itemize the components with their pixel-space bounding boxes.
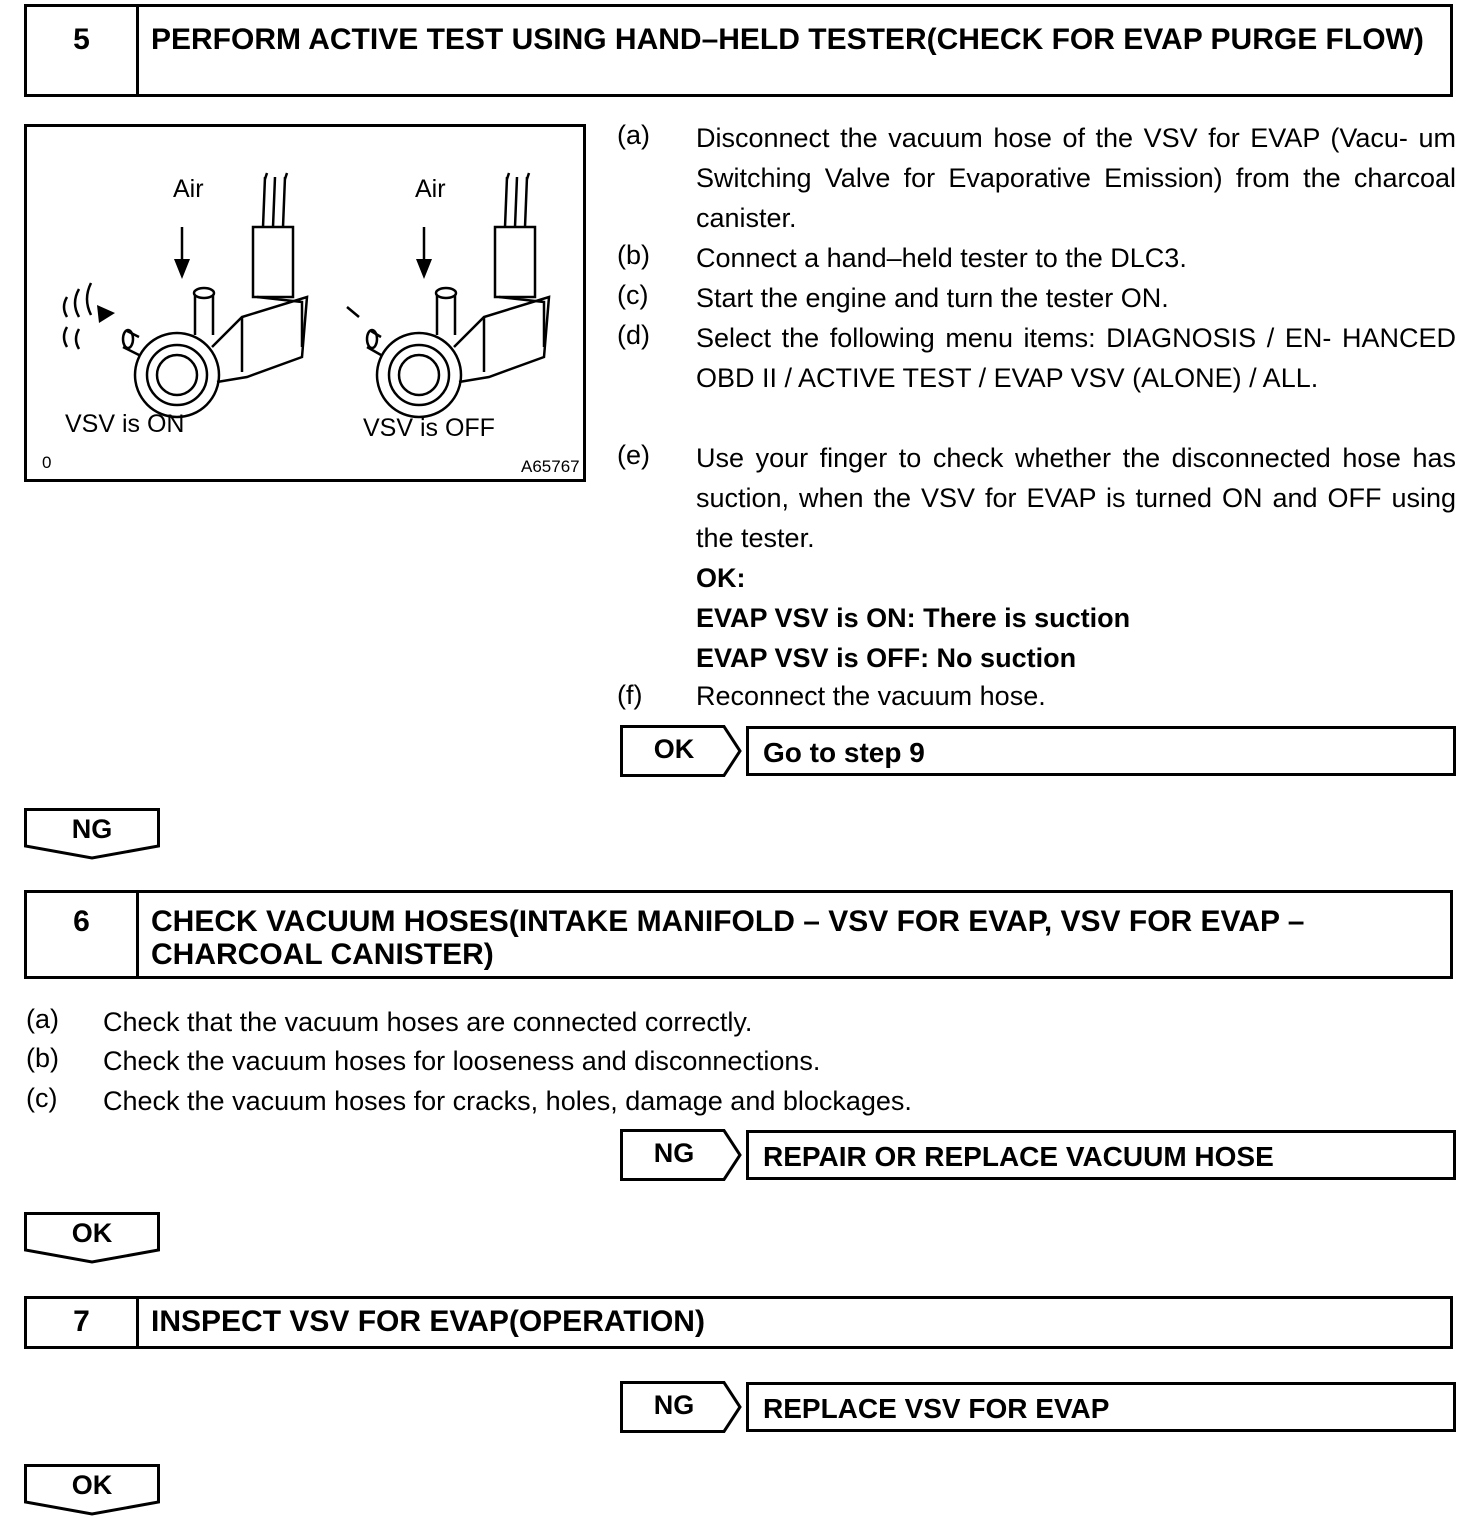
item-text: Disconnect the vacuum hose of the VSV for EVAP (Vacu- um Switching Valve for Evaporative Emission) from the charcoal canister. [696, 123, 1456, 233]
result-tag-label: NG [653, 1390, 695, 1420]
step6-result-box: REPAIR OR REPLACE VACUUM HOSE [746, 1130, 1456, 1180]
ok-criteria-heading: OK: [696, 563, 746, 593]
item-letter: (c) [617, 280, 649, 310]
vsv-off-label: VSV is OFF [363, 414, 495, 442]
item-letter: (a) [617, 120, 650, 150]
result-tag-label: NG [653, 1138, 695, 1168]
step-5-header [24, 4, 1453, 97]
item-text: Check the vacuum hoses for cracks, holes, damage and blockages. [103, 1086, 912, 1116]
vsv-off-valve-graphic [367, 173, 549, 417]
flow-ng-tag [24, 808, 160, 860]
ok-criteria-on: EVAP VSV is ON: There is suction [696, 603, 1131, 633]
vsv-illustration [24, 124, 586, 482]
flow-tag-label: OK [71, 1470, 113, 1500]
step-title: PERFORM ACTIVE TEST USING HAND–HELD TESTER(CHECK FOR EVAP PURGE FLOW) [151, 23, 1424, 56]
item-text: Check the vacuum hoses for looseness and disconnections. [103, 1046, 821, 1076]
vsv-on-valve-graphic [123, 173, 307, 417]
item-text: Start the engine and turn the tester ON. [696, 283, 1169, 313]
item-text: Check that the vacuum hoses are connected correctly. [103, 1007, 753, 1037]
step-title: INSPECT VSV FOR EVAP(OPERATION) [151, 1305, 705, 1338]
step-title: CHECK VACUUM HOSES(INTAKE MANIFOLD – VSV FOR EVAP, VSV FOR EVAP – CHARCOAL CANISTER) [151, 905, 1305, 971]
item-letter: (a) [26, 1004, 59, 1034]
flow-tag-label: OK [71, 1218, 113, 1248]
item-letter: (c) [26, 1083, 58, 1113]
item-text: Reconnect the vacuum hose. [696, 681, 1046, 711]
step7-result-box: REPLACE VSV FOR EVAP [746, 1382, 1456, 1432]
item-letter: (e) [617, 440, 650, 470]
step5-result-tag [620, 725, 742, 777]
ok-criteria-off: EVAP VSV is OFF: No suction [696, 643, 1077, 673]
vsv-on-label: VSV is ON [65, 410, 185, 438]
step-number: 6 [27, 893, 139, 976]
step-number: 7 [27, 1299, 139, 1346]
air-label-right: Air [415, 175, 446, 203]
step-number: 5 [27, 7, 139, 94]
item-letter: (f) [617, 680, 643, 710]
item-text: Connect a hand–held tester to the DLC3. [696, 243, 1187, 273]
result-tag-label: OK [653, 734, 695, 764]
step-6-header [24, 890, 1453, 979]
step6-result-tag [620, 1129, 742, 1181]
item-letter: (b) [617, 240, 650, 270]
item-letter: (b) [26, 1043, 59, 1073]
flow-ok-tag [24, 1464, 160, 1516]
item-letter: (d) [617, 320, 650, 350]
step7-result-tag [620, 1381, 742, 1433]
flow-ok-tag [24, 1212, 160, 1264]
item-text: Select the following menu items: DIAGNOSIS / EN- HANCED OBD II / ACTIVE TEST / EVAP VSV (ALONE) / ALL. [696, 323, 1456, 393]
figure-corner-mark: 0 [42, 453, 52, 472]
step-7-header [24, 1296, 1453, 1349]
air-label-left: Air [173, 175, 204, 203]
item-text: Use your finger to check whether the disconnected hose has suction, when the VSV for EVAP is turned ON and OFF using the tester. [696, 443, 1456, 553]
suction-marks [64, 283, 91, 317]
flow-tag-label: NG [71, 814, 113, 844]
step5-result-box: Go to step 9 [746, 726, 1456, 776]
figure-id: A65767 [521, 457, 580, 476]
